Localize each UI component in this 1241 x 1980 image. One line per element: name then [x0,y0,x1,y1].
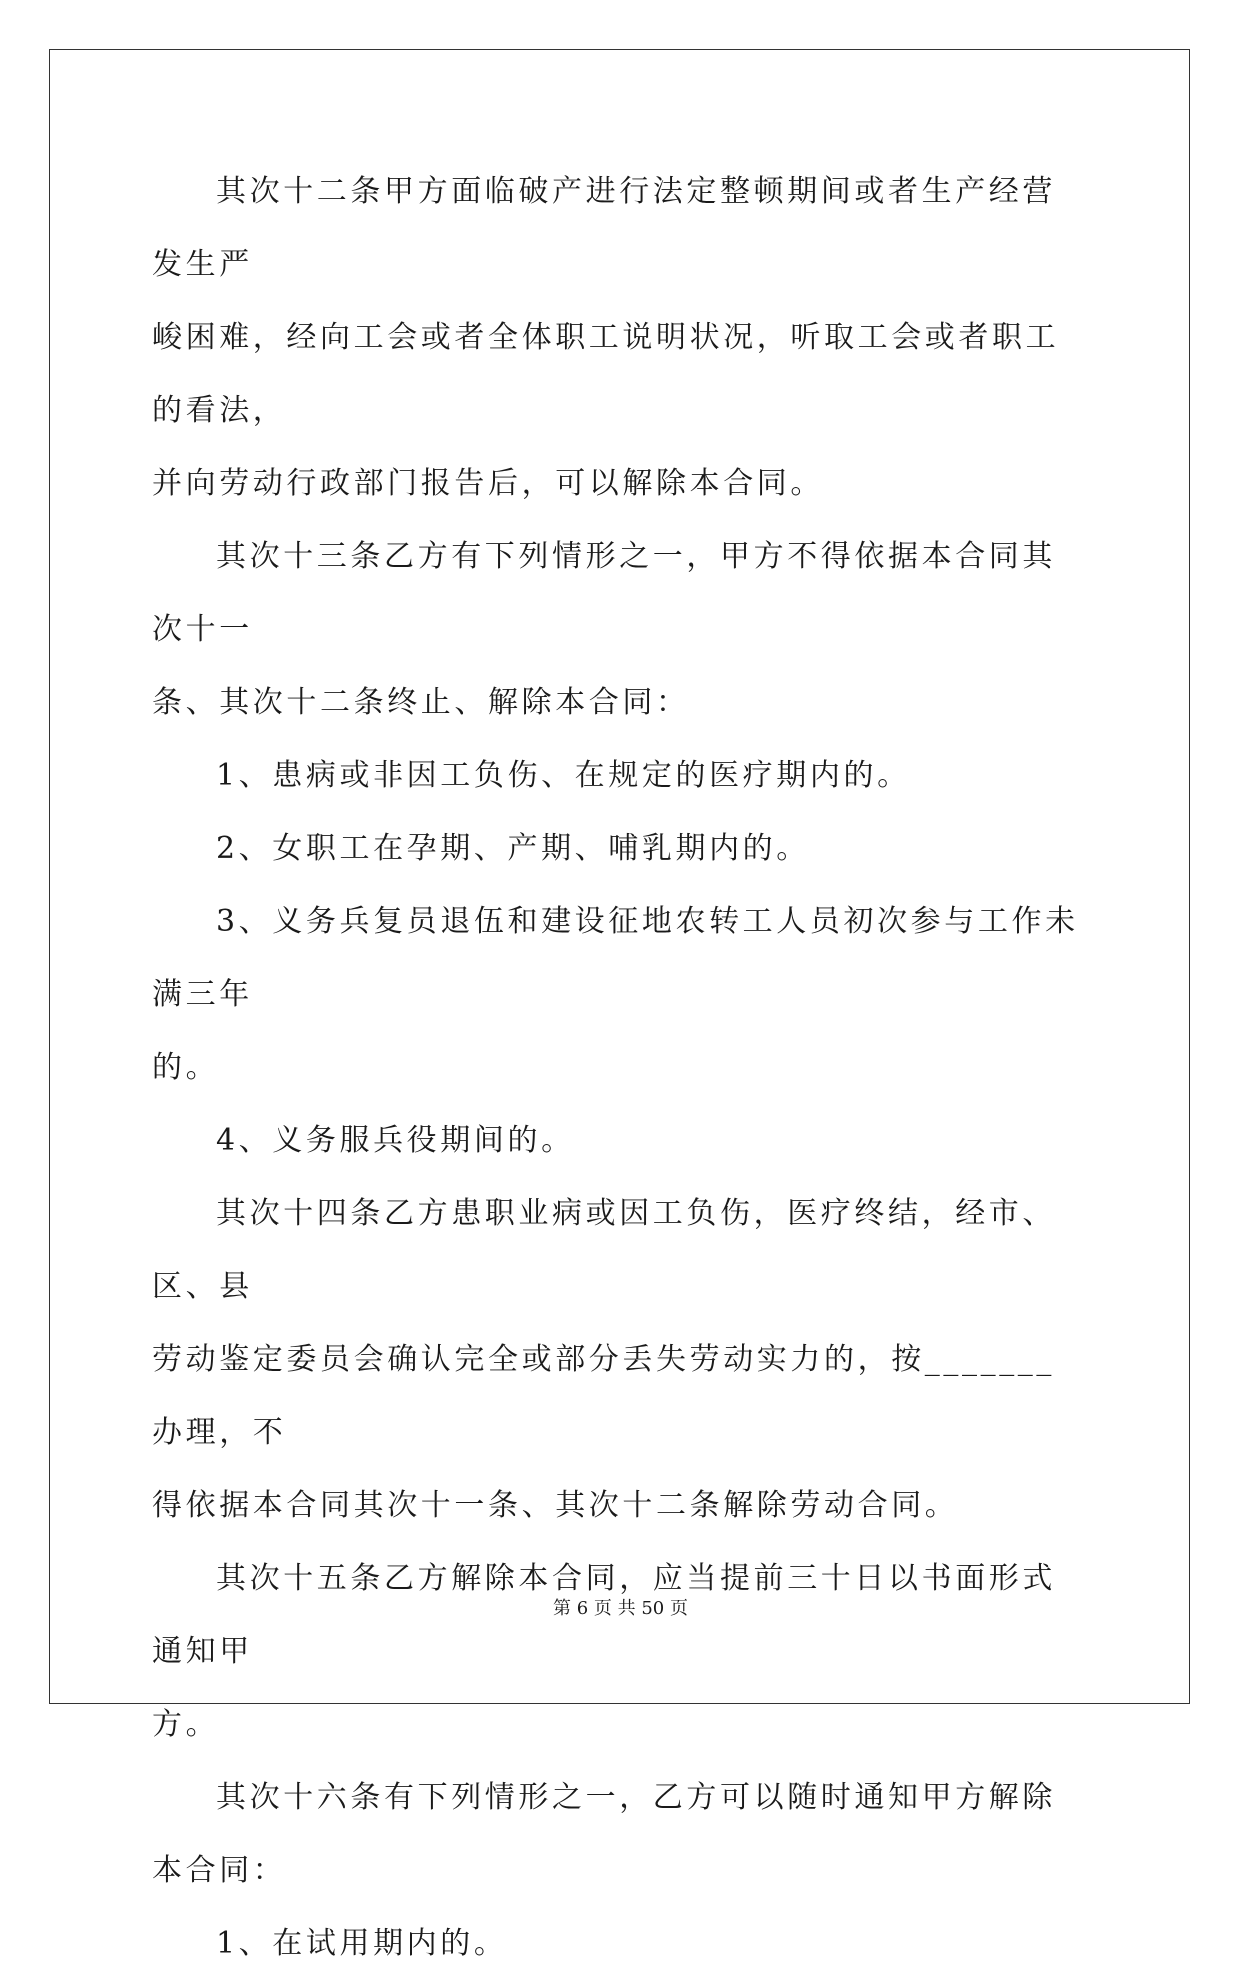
paragraph [152,1761,1087,1907]
text-line: 其次十三条乙方有下列情形之一，甲方不得依据本合同其次十一 [152,539,1056,647]
paragraph [152,885,1087,1104]
text-line: 3、义务兵复员退伍和建设征地农转工人员初次参与工作未满三年 [152,904,1079,1012]
text-line: 条、其次十二条终止、解除本合同： [152,685,690,720]
paragraph [152,812,1087,885]
paragraph [152,1907,1087,1980]
paragraph [152,155,1087,520]
text-line: 的。 [152,1050,220,1085]
text-line: 其次十二条甲方面临破产进行法定整顿期间或者生产经营发生严 [152,174,1056,282]
text-line: 1、在试用期内的。 [216,1926,508,1961]
document-body [152,155,1087,1980]
paragraph [152,1542,1087,1761]
paragraph [152,1104,1087,1177]
text-line: 1、患病或非因工负伤、在规定的医疗期内的。 [216,758,911,793]
text-line: 劳动鉴定委员会确认完全或部分丢失劳动实力的，按_______办理，不 [152,1342,1055,1450]
text-line: 得依据本合同其次十一条、其次十二条解除劳动合同。 [152,1488,959,1523]
text-line: 方。 [152,1707,220,1742]
page-number-footer: 第 6 页 共 50 页 [553,1598,688,1619]
text-line: 其次十五条乙方解除本合同，应当提前三十日以书面形式通知甲 [152,1561,1056,1669]
text-line: 其次十六条有下列情形之一，乙方可以随时通知甲方解除本合同： [152,1780,1056,1888]
paragraph [152,1177,1087,1542]
text-line: 并向劳动行政部门报告后，可以解除本合同。 [152,466,824,501]
text-line: 峻困难，经向工会或者全体职工说明状况，听取工会或者职工的看法， [152,320,1060,428]
text-line: 4、义务服兵役期间的。 [216,1123,575,1158]
paragraph [152,520,1087,739]
text-line: 其次十四条乙方患职业病或因工负伤，医疗终结，经市、区、县 [152,1196,1056,1304]
text-line: 2、女职工在孕期、产期、哺乳期内的。 [216,831,810,866]
paragraph [152,739,1087,812]
